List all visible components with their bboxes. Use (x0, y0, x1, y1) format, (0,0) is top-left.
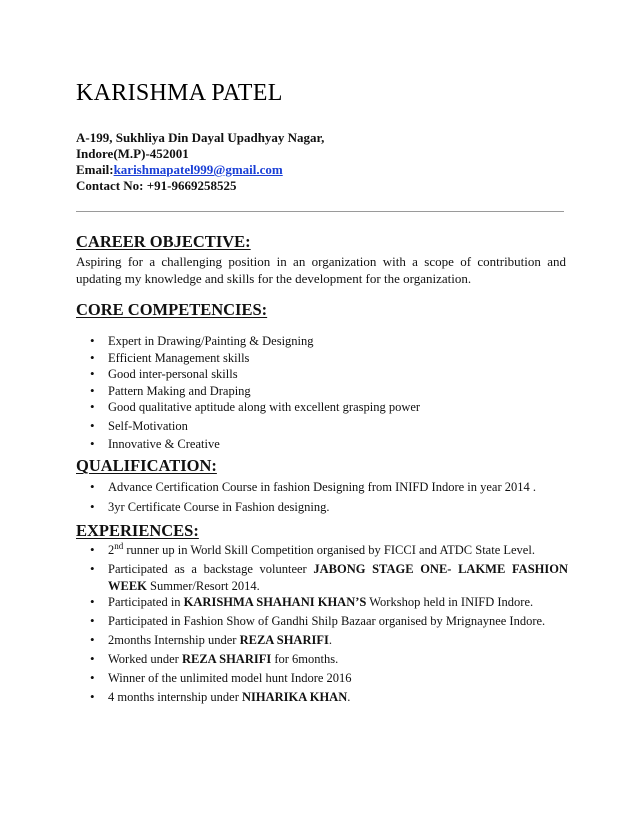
list-item: • 3yr Certificate Course in Fashion designing. (76, 499, 568, 519)
address-line-1: A-199, Sukhliya Din Dayal Upadhyay Nagar, (76, 130, 325, 145)
list-item: • Good qualitative aptitude along with excellent grasping power (76, 399, 568, 416)
candidate-name: KARISHMA PATEL (76, 80, 283, 106)
list-item: • Participated in KARISHMA SHAHANI KHAN’S Workshop held in INIFD Indore. (76, 594, 568, 613)
qualification-list (76, 479, 568, 519)
career-objective-heading: CAREER OBJECTIVE: (76, 232, 251, 251)
list-item: • Self-Motivation (76, 418, 568, 435)
core-competencies-heading: CORE COMPETENCIES: (76, 300, 268, 319)
list-item: • 2months Internship under REZA SHARIFI. (76, 632, 568, 651)
list-item: • Winner of the unlimited model hunt Indore 2016 (76, 670, 568, 689)
qualification-heading: QUALIFICATION: (76, 456, 217, 475)
list-item: • Worked under REZA SHARIFI for 6months. (76, 651, 568, 670)
address-line-2: Indore(M.P)-452001 (76, 146, 189, 161)
list-item: • Participated in Fashion Show of Gandhi Shilp Bazaar organised by Mrignaynee Indore. (76, 613, 568, 632)
contact-number: Contact No: +91-9669258525 (76, 178, 237, 193)
list-item: • Efficient Management skills (76, 350, 568, 367)
list-item: • Good inter-personal skills (76, 366, 568, 383)
list-item: • Advance Certification Course in fashion Designing from INIFD Indore in year 2014 . (76, 479, 568, 499)
experiences-heading: EXPERIENCES: (76, 521, 199, 540)
list-item: • Pattern Making and Draping (76, 383, 568, 400)
core-competencies-list (76, 333, 568, 452)
horizontal-rule (76, 211, 564, 212)
email-link[interactable]: karishmapatel999@gmail.com (113, 162, 283, 177)
experiences-list (76, 542, 568, 708)
list-item: • 2nd runner up in World Skill Competition organised by FICCI and ATDC State Level. (76, 542, 568, 561)
list-item: • 4 months internship under NIHARIKA KHAN. (76, 689, 568, 708)
list-item: • Expert in Drawing/Painting & Designing (76, 333, 568, 350)
email-line (76, 162, 324, 178)
list-item: • Participated as a backstage volunteer JABONG STAGE ONE- LAKME FASHION WEEK Summer/Resort 2014. (76, 561, 568, 594)
career-objective-text: Aspiring for a challenging position in an organization with a scope of contribution and updating my knowledge and skills for the development for the organization. (76, 254, 566, 286)
email-label: Email: (76, 162, 114, 177)
list-item: • Innovative & Creative (76, 436, 568, 453)
contact-block (76, 130, 324, 194)
